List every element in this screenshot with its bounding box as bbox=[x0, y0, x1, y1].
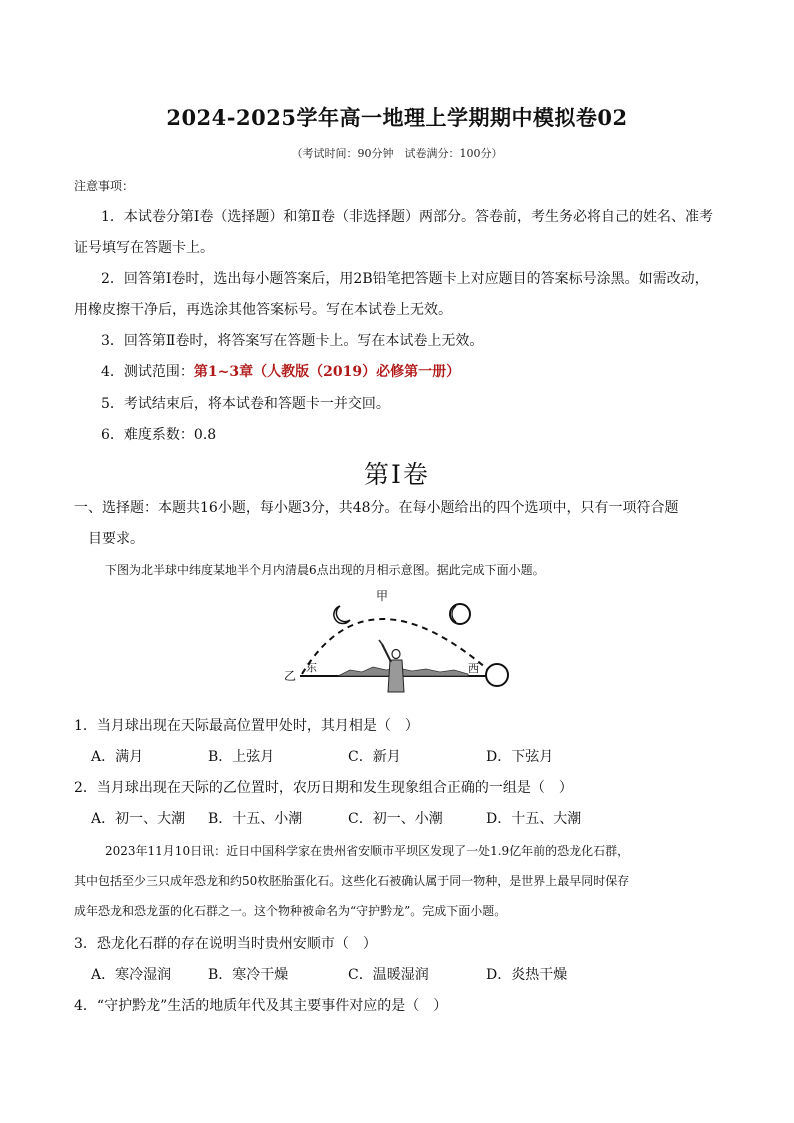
material-2-line3: 成年恐龙和恐龙蛋的化石群之一。这个物种被命名为“守护黔龙”。完成下面小题。 bbox=[74, 904, 507, 918]
section-title: 第Ⅰ卷 bbox=[364, 460, 430, 489]
question-3-option-d[interactable]: D．炎热干燥 bbox=[486, 967, 568, 983]
question-2-stem: 2．当月球出现在天际的乙位置时，农历日期和发生现象组合正确的一组是（ ） bbox=[74, 780, 573, 796]
question-3-option-c[interactable]: C．温暖湿润 bbox=[348, 967, 429, 983]
notes-heading: 注意事项： bbox=[74, 179, 135, 193]
note-item-2-line1: 2．回答第Ⅰ卷时，选出每小题答案后，用2B铅笔把答题卡上对应题目的答案标号涂黑。如需改动， bbox=[101, 271, 709, 287]
note-item-1-line2: 证号填写在答题卡上。 bbox=[74, 240, 214, 256]
question-2-option-a[interactable]: A．初一、大潮 bbox=[91, 811, 186, 827]
note-item-5: 5．考试结束后，将本试卷和答题卡一并交回。 bbox=[101, 396, 390, 412]
material-2-line1: 2023年11月10日讯：近日中国科学家在贵州省安顺市平坝区发现了一处1.9亿年前的恐龙化石群， bbox=[105, 844, 630, 858]
section-instructions-line1: 一、选择题：本题共16小题，每小题3分，共48分。在每小题给出的四个选项中，只有一项符合题 bbox=[74, 500, 679, 516]
label-yi: 乙 bbox=[284, 669, 297, 683]
note-item-2-line2: 用橡皮擦干净后，再选涂其他答案标号。写在本试卷上无效。 bbox=[74, 302, 452, 318]
material-1-text: 下图为北半球中纬度某地半个月内清晨6点出现的月相示意图。据此完成下面小题。 bbox=[105, 563, 545, 577]
question-2-option-b[interactable]: B．十五、小潮 bbox=[208, 811, 303, 827]
section-instructions-line2: 目要求。 bbox=[88, 531, 144, 547]
label-jia: 甲 bbox=[376, 589, 389, 603]
note-item-3: 3．回答第Ⅱ卷时，将答案写在答题卡上。写在本试卷上无效。 bbox=[101, 333, 484, 349]
exam-subtitle: （考试时间：90分钟 试卷满分：100分） bbox=[291, 147, 503, 160]
page-title: 2024-2025学年高一地理上学期期中模拟卷02 bbox=[166, 105, 628, 130]
question-1-option-b[interactable]: B．上弦月 bbox=[208, 749, 275, 765]
observer-figure bbox=[379, 640, 404, 692]
question-3-option-b[interactable]: B．寒冷干燥 bbox=[208, 967, 289, 983]
test-scope: 第1~3章（人教版（2019）必修第一册） bbox=[193, 364, 461, 380]
question-3-option-a[interactable]: A．寒冷湿润 bbox=[91, 967, 172, 983]
question-4-stem: 4．“守护黔龙”生活的地质年代及其主要事件对应的是（ ） bbox=[74, 998, 448, 1014]
question-1-option-a[interactable]: A．满月 bbox=[91, 749, 144, 765]
note-item-6: 6．难度系数：0.8 bbox=[101, 427, 217, 443]
note-item-4 bbox=[101, 361, 460, 381]
note-item-1-line1: 1．本试卷分第Ⅰ卷（选择题）和第Ⅱ卷（非选择题）两部分。答卷前，考生务必将自己的姓名、准考 bbox=[101, 209, 713, 225]
question-1-option-d[interactable]: D．下弦月 bbox=[486, 749, 554, 765]
question-3-stem: 3．恐龙化石群的存在说明当时贵州安顺市（ ） bbox=[74, 936, 377, 952]
label-west: 西 bbox=[468, 662, 479, 675]
question-2-option-c[interactable]: C．初一、小潮 bbox=[348, 811, 443, 827]
note-item-4-prefix: 4．测试范围： bbox=[101, 364, 194, 380]
question-1-stem: 1．当月球出现在天际最高位置甲处时，其月相是（ ） bbox=[74, 718, 419, 734]
label-east: 东 bbox=[306, 661, 317, 674]
question-2-option-d[interactable]: D．十五、大潮 bbox=[486, 811, 582, 827]
crescent-moon-icon bbox=[334, 606, 350, 624]
gibbous-moon-icon bbox=[450, 604, 470, 624]
full-moon-icon bbox=[486, 664, 508, 686]
moon-phase-diagram bbox=[278, 584, 518, 694]
question-1-option-c[interactable]: C．新月 bbox=[348, 749, 401, 765]
material-2-line2: 其中包括至少三只成年恐龙和约50枚胚胎蛋化石。这些化石被确认属于同一物种，是世界上最早同时保存 bbox=[74, 874, 630, 888]
